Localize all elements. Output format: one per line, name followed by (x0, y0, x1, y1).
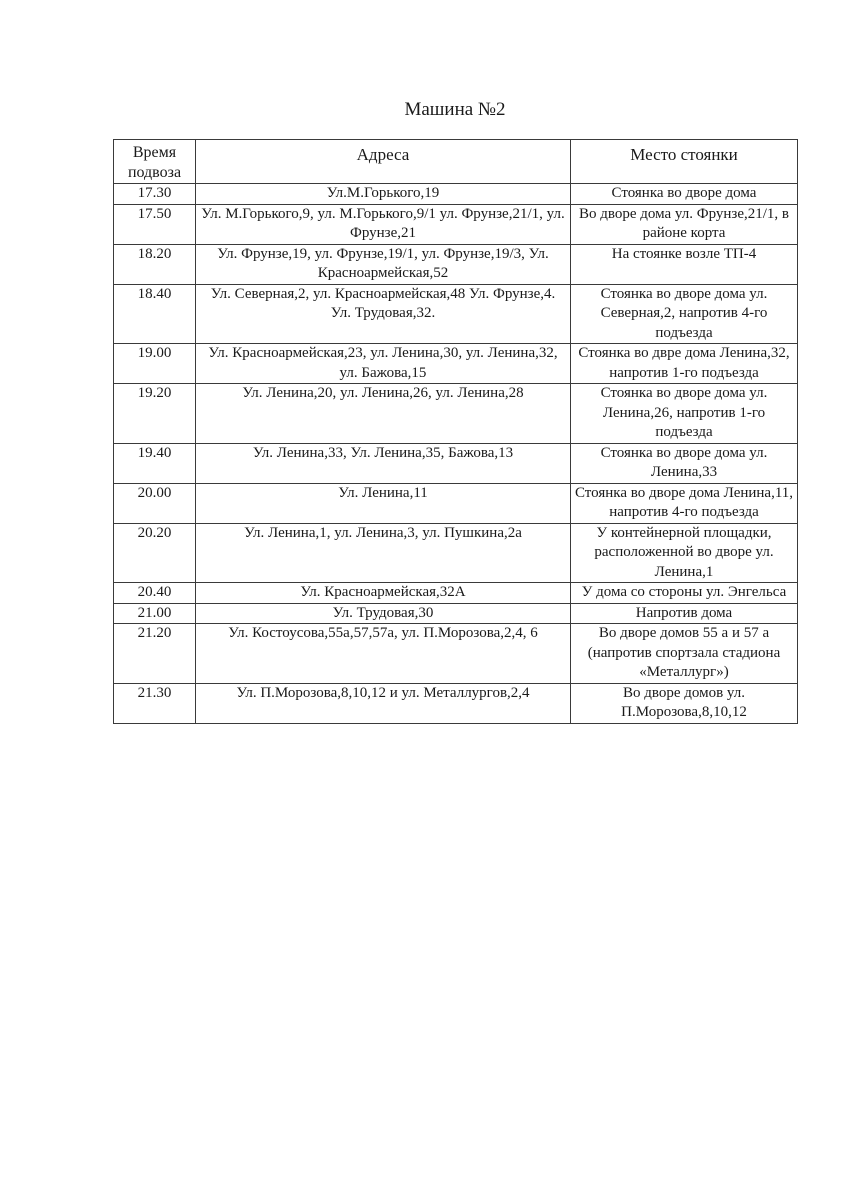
cell-address: Ул. Красноармейская,32А (196, 583, 571, 604)
cell-address: Ул. Северная,2, ул. Красноармейская,48 Ул. Фрунзе,4. Ул. Трудовая,32. (196, 284, 571, 344)
cell-time: 17.30 (114, 184, 196, 205)
cell-place: У контейнерной площадки, расположенной во дворе ул. Ленина,1 (571, 523, 798, 583)
table-body (114, 184, 798, 724)
cell-address: Ул. Трудовая,30 (196, 603, 571, 624)
cell-time: 17.50 (114, 204, 196, 244)
cell-time: 20.40 (114, 583, 196, 604)
cell-address: Ул. М.Горького,9, ул. М.Горького,9/1 ул. Фрунзе,21/1, ул. Фрунзе,21 (196, 204, 571, 244)
schedule-table (113, 139, 798, 724)
cell-address: Ул. Ленина,1, ул. Ленина,3, ул. Пушкина,2а (196, 523, 571, 583)
cell-place: Стоянка во двре дома Ленина,32, напротив 1-го подъезда (571, 344, 798, 384)
cell-address: Ул. Костоусова,55а,57,57а, ул. П.Морозова,2,4, 6 (196, 624, 571, 684)
page-title: Машина №2 (404, 99, 506, 120)
cell-time: 21.20 (114, 624, 196, 684)
table-row (114, 204, 798, 244)
cell-place: Стоянка во дворе дома ул. Ленина,33 (571, 443, 798, 483)
cell-address: Ул. Ленина,11 (196, 483, 571, 523)
cell-address: Ул. П.Морозова,8,10,12 и ул. Металлургов,2,4 (196, 683, 571, 723)
cell-place: Во дворе дома ул. Фрунзе,21/1, в районе корта (571, 204, 798, 244)
table-row (114, 184, 798, 205)
cell-place: Во дворе домов 55 а и 57 а (напротив спортзала стадиона «Металлург») (571, 624, 798, 684)
cell-time: 18.20 (114, 244, 196, 284)
table-row (114, 344, 798, 384)
table-header-row (114, 140, 798, 184)
table-row (114, 683, 798, 723)
cell-time: 19.00 (114, 344, 196, 384)
column-header-address: Адреса (196, 140, 571, 184)
cell-place: Стоянка во дворе дома ул. Северная,2, напротив 4-го подъезда (571, 284, 798, 344)
cell-place: У дома со стороны ул. Энгельса (571, 583, 798, 604)
cell-place: Напротив дома (571, 603, 798, 624)
table-row (114, 583, 798, 604)
table-row (114, 603, 798, 624)
cell-address: Ул. Ленина,20, ул. Ленина,26, ул. Ленина,28 (196, 384, 571, 444)
cell-address: Ул. Фрунзе,19, ул. Фрунзе,19/1, ул. Фрунзе,19/3, Ул. Красноармейская,52 (196, 244, 571, 284)
table-row (114, 384, 798, 444)
table-row (114, 284, 798, 344)
column-header-time: Время подвоза (114, 140, 196, 184)
cell-time: 19.20 (114, 384, 196, 444)
cell-place: Стоянка во дворе дома (571, 184, 798, 205)
cell-time: 18.40 (114, 284, 196, 344)
column-header-place: Место стоянки (571, 140, 798, 184)
cell-address: Ул.М.Горького,19 (196, 184, 571, 205)
cell-time: 20.00 (114, 483, 196, 523)
table-row (114, 443, 798, 483)
cell-time: 21.30 (114, 683, 196, 723)
cell-time: 20.20 (114, 523, 196, 583)
cell-place: Стоянка во дворе дома ул. Ленина,26, напротив 1-го подъезда (571, 384, 798, 444)
cell-place: Стоянка во дворе дома Ленина,11, напротив 4-го подъезда (571, 483, 798, 523)
cell-time: 19.40 (114, 443, 196, 483)
table-row (114, 244, 798, 284)
cell-address: Ул. Красноармейская,23, ул. Ленина,30, ул. Ленина,32, ул. Бажова,15 (196, 344, 571, 384)
table-row (114, 624, 798, 684)
table-row (114, 523, 798, 583)
cell-place: На стоянке возле ТП-4 (571, 244, 798, 284)
cell-time: 21.00 (114, 603, 196, 624)
cell-address: Ул. Ленина,33, Ул. Ленина,35, Бажова,13 (196, 443, 571, 483)
cell-place: Во дворе домов ул. П.Морозова,8,10,12 (571, 683, 798, 723)
table-row (114, 483, 798, 523)
